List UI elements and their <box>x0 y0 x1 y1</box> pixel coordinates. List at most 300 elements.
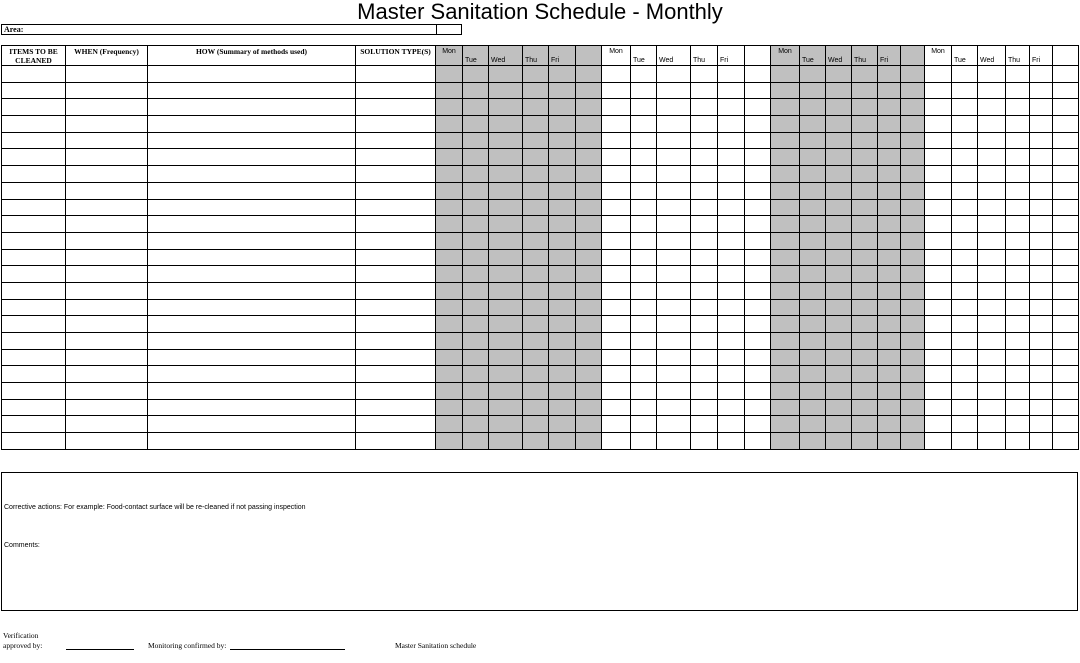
day-cell[interactable] <box>852 349 878 366</box>
day-cell[interactable] <box>745 216 771 233</box>
day-cell[interactable] <box>631 249 657 266</box>
day-cell[interactable] <box>1053 282 1079 299</box>
how-cell[interactable] <box>148 66 356 83</box>
day-cell[interactable] <box>925 149 952 166</box>
day-cell[interactable] <box>523 249 549 266</box>
day-cell[interactable] <box>549 349 576 366</box>
when-cell[interactable] <box>66 399 148 416</box>
day-cell[interactable] <box>771 349 800 366</box>
items-cell[interactable] <box>2 282 66 299</box>
day-cell[interactable] <box>952 249 978 266</box>
items-cell[interactable] <box>2 299 66 316</box>
day-cell[interactable] <box>657 66 691 83</box>
day-cell[interactable] <box>631 132 657 149</box>
day-cell[interactable] <box>826 132 852 149</box>
day-cell[interactable] <box>800 182 826 199</box>
how-cell[interactable] <box>148 333 356 350</box>
day-cell[interactable] <box>952 232 978 249</box>
day-cell[interactable] <box>925 132 952 149</box>
day-cell[interactable] <box>771 433 800 450</box>
day-cell[interactable] <box>718 299 745 316</box>
day-cell[interactable] <box>523 149 549 166</box>
day-cell[interactable] <box>852 399 878 416</box>
day-cell[interactable] <box>745 433 771 450</box>
day-cell[interactable] <box>576 132 602 149</box>
day-cell[interactable] <box>826 366 852 383</box>
day-cell[interactable] <box>602 82 631 99</box>
day-cell[interactable] <box>602 299 631 316</box>
day-cell[interactable] <box>463 399 489 416</box>
day-cell[interactable] <box>523 399 549 416</box>
day-cell[interactable] <box>826 399 852 416</box>
day-cell[interactable] <box>878 232 901 249</box>
day-cell[interactable] <box>852 132 878 149</box>
day-cell[interactable] <box>463 416 489 433</box>
day-cell[interactable] <box>745 116 771 133</box>
day-cell[interactable] <box>463 349 489 366</box>
day-cell[interactable] <box>576 82 602 99</box>
day-cell[interactable] <box>657 282 691 299</box>
items-cell[interactable] <box>2 333 66 350</box>
day-cell[interactable] <box>852 82 878 99</box>
area-field[interactable] <box>1 24 462 35</box>
day-cell[interactable] <box>576 433 602 450</box>
day-cell[interactable] <box>631 366 657 383</box>
day-cell[interactable] <box>800 132 826 149</box>
day-cell[interactable] <box>901 199 925 216</box>
day-cell[interactable] <box>771 116 800 133</box>
solution-cell[interactable] <box>356 132 436 149</box>
day-cell[interactable] <box>549 99 576 116</box>
day-cell[interactable] <box>576 349 602 366</box>
when-cell[interactable] <box>66 299 148 316</box>
solution-cell[interactable] <box>356 349 436 366</box>
day-cell[interactable] <box>631 82 657 99</box>
how-cell[interactable] <box>148 282 356 299</box>
day-cell[interactable] <box>1053 232 1079 249</box>
day-cell[interactable] <box>826 66 852 83</box>
day-cell[interactable] <box>1030 166 1053 183</box>
items-cell[interactable] <box>2 266 66 283</box>
day-cell[interactable] <box>576 282 602 299</box>
day-cell[interactable] <box>826 349 852 366</box>
day-cell[interactable] <box>718 66 745 83</box>
day-cell[interactable] <box>1030 216 1053 233</box>
day-cell[interactable] <box>436 199 463 216</box>
how-cell[interactable] <box>148 383 356 400</box>
day-cell[interactable] <box>549 299 576 316</box>
day-cell[interactable] <box>1053 249 1079 266</box>
day-cell[interactable] <box>523 266 549 283</box>
day-cell[interactable] <box>489 266 523 283</box>
day-cell[interactable] <box>549 166 576 183</box>
day-cell[interactable] <box>901 333 925 350</box>
day-cell[interactable] <box>978 216 1006 233</box>
day-cell[interactable] <box>952 182 978 199</box>
day-cell[interactable] <box>549 232 576 249</box>
day-cell[interactable] <box>925 416 952 433</box>
day-cell[interactable] <box>576 399 602 416</box>
day-cell[interactable] <box>826 266 852 283</box>
how-cell[interactable] <box>148 99 356 116</box>
day-cell[interactable] <box>1053 199 1079 216</box>
day-cell[interactable] <box>602 266 631 283</box>
day-cell[interactable] <box>925 182 952 199</box>
day-cell[interactable] <box>771 66 800 83</box>
how-cell[interactable] <box>148 433 356 450</box>
day-cell[interactable] <box>691 199 718 216</box>
day-cell[interactable] <box>852 316 878 333</box>
day-cell[interactable] <box>826 249 852 266</box>
day-cell[interactable] <box>1030 82 1053 99</box>
day-cell[interactable] <box>1030 282 1053 299</box>
day-cell[interactable] <box>691 249 718 266</box>
day-cell[interactable] <box>800 282 826 299</box>
solution-cell[interactable] <box>356 249 436 266</box>
day-cell[interactable] <box>602 249 631 266</box>
day-cell[interactable] <box>826 216 852 233</box>
solution-cell[interactable] <box>356 99 436 116</box>
day-cell[interactable] <box>602 149 631 166</box>
day-cell[interactable] <box>901 116 925 133</box>
day-cell[interactable] <box>925 349 952 366</box>
day-cell[interactable] <box>826 282 852 299</box>
day-cell[interactable] <box>978 316 1006 333</box>
day-cell[interactable] <box>1053 316 1079 333</box>
day-cell[interactable] <box>1006 99 1030 116</box>
day-cell[interactable] <box>878 383 901 400</box>
day-cell[interactable] <box>576 316 602 333</box>
day-cell[interactable] <box>691 282 718 299</box>
day-cell[interactable] <box>549 366 576 383</box>
day-cell[interactable] <box>1006 282 1030 299</box>
day-cell[interactable] <box>602 132 631 149</box>
day-cell[interactable] <box>631 232 657 249</box>
day-cell[interactable] <box>925 116 952 133</box>
day-cell[interactable] <box>1006 316 1030 333</box>
day-cell[interactable] <box>901 99 925 116</box>
day-cell[interactable] <box>978 433 1006 450</box>
day-cell[interactable] <box>1030 416 1053 433</box>
day-cell[interactable] <box>1030 199 1053 216</box>
day-cell[interactable] <box>745 399 771 416</box>
day-cell[interactable] <box>1053 366 1079 383</box>
day-cell[interactable] <box>1006 433 1030 450</box>
day-cell[interactable] <box>1030 316 1053 333</box>
day-cell[interactable] <box>771 282 800 299</box>
items-cell[interactable] <box>2 99 66 116</box>
day-cell[interactable] <box>523 333 549 350</box>
day-cell[interactable] <box>631 182 657 199</box>
day-cell[interactable] <box>852 333 878 350</box>
day-cell[interactable] <box>549 282 576 299</box>
day-cell[interactable] <box>978 232 1006 249</box>
day-cell[interactable] <box>952 199 978 216</box>
day-cell[interactable] <box>436 349 463 366</box>
notes-box[interactable] <box>1 472 1078 611</box>
day-cell[interactable] <box>745 282 771 299</box>
day-cell[interactable] <box>718 182 745 199</box>
day-cell[interactable] <box>978 182 1006 199</box>
day-cell[interactable] <box>852 166 878 183</box>
how-cell[interactable] <box>148 166 356 183</box>
day-cell[interactable] <box>549 249 576 266</box>
day-cell[interactable] <box>718 366 745 383</box>
solution-cell[interactable] <box>356 266 436 283</box>
when-cell[interactable] <box>66 316 148 333</box>
day-cell[interactable] <box>523 383 549 400</box>
day-cell[interactable] <box>1053 149 1079 166</box>
day-cell[interactable] <box>631 316 657 333</box>
day-cell[interactable] <box>878 266 901 283</box>
day-cell[interactable] <box>691 116 718 133</box>
when-cell[interactable] <box>66 166 148 183</box>
day-cell[interactable] <box>826 116 852 133</box>
day-cell[interactable] <box>602 232 631 249</box>
day-cell[interactable] <box>691 166 718 183</box>
day-cell[interactable] <box>925 232 952 249</box>
day-cell[interactable] <box>549 399 576 416</box>
day-cell[interactable] <box>489 66 523 83</box>
day-cell[interactable] <box>549 82 576 99</box>
day-cell[interactable] <box>523 132 549 149</box>
day-cell[interactable] <box>631 399 657 416</box>
day-cell[interactable] <box>602 399 631 416</box>
day-cell[interactable] <box>826 383 852 400</box>
day-cell[interactable] <box>925 299 952 316</box>
day-cell[interactable] <box>523 216 549 233</box>
day-cell[interactable] <box>602 182 631 199</box>
day-cell[interactable] <box>523 66 549 83</box>
day-cell[interactable] <box>718 282 745 299</box>
day-cell[interactable] <box>463 333 489 350</box>
day-cell[interactable] <box>800 349 826 366</box>
day-cell[interactable] <box>1006 266 1030 283</box>
day-cell[interactable] <box>718 149 745 166</box>
day-cell[interactable] <box>952 132 978 149</box>
day-cell[interactable] <box>1030 99 1053 116</box>
day-cell[interactable] <box>549 266 576 283</box>
when-cell[interactable] <box>66 182 148 199</box>
day-cell[interactable] <box>901 82 925 99</box>
day-cell[interactable] <box>657 149 691 166</box>
day-cell[interactable] <box>978 399 1006 416</box>
day-cell[interactable] <box>852 282 878 299</box>
day-cell[interactable] <box>657 232 691 249</box>
day-cell[interactable] <box>1030 182 1053 199</box>
day-cell[interactable] <box>691 149 718 166</box>
day-cell[interactable] <box>925 399 952 416</box>
day-cell[interactable] <box>878 216 901 233</box>
how-cell[interactable] <box>148 116 356 133</box>
day-cell[interactable] <box>901 282 925 299</box>
day-cell[interactable] <box>771 199 800 216</box>
day-cell[interactable] <box>771 99 800 116</box>
day-cell[interactable] <box>631 333 657 350</box>
day-cell[interactable] <box>602 433 631 450</box>
day-cell[interactable] <box>549 149 576 166</box>
day-cell[interactable] <box>549 116 576 133</box>
day-cell[interactable] <box>576 216 602 233</box>
day-cell[interactable] <box>978 383 1006 400</box>
day-cell[interactable] <box>576 333 602 350</box>
day-cell[interactable] <box>523 316 549 333</box>
day-cell[interactable] <box>901 299 925 316</box>
day-cell[interactable] <box>952 282 978 299</box>
day-cell[interactable] <box>1053 116 1079 133</box>
day-cell[interactable] <box>718 199 745 216</box>
day-cell[interactable] <box>436 433 463 450</box>
solution-cell[interactable] <box>356 433 436 450</box>
day-cell[interactable] <box>978 299 1006 316</box>
day-cell[interactable] <box>1053 416 1079 433</box>
day-cell[interactable] <box>691 132 718 149</box>
solution-cell[interactable] <box>356 66 436 83</box>
day-cell[interactable] <box>800 333 826 350</box>
day-cell[interactable] <box>549 216 576 233</box>
solution-cell[interactable] <box>356 416 436 433</box>
day-cell[interactable] <box>925 66 952 83</box>
day-cell[interactable] <box>463 99 489 116</box>
solution-cell[interactable] <box>356 116 436 133</box>
day-cell[interactable] <box>771 149 800 166</box>
day-cell[interactable] <box>463 316 489 333</box>
day-cell[interactable] <box>576 99 602 116</box>
day-cell[interactable] <box>657 366 691 383</box>
day-cell[interactable] <box>878 366 901 383</box>
day-cell[interactable] <box>549 383 576 400</box>
day-cell[interactable] <box>1053 182 1079 199</box>
day-cell[interactable] <box>878 249 901 266</box>
day-cell[interactable] <box>489 333 523 350</box>
day-cell[interactable] <box>952 333 978 350</box>
day-cell[interactable] <box>878 416 901 433</box>
day-cell[interactable] <box>436 66 463 83</box>
day-cell[interactable] <box>657 99 691 116</box>
day-cell[interactable] <box>878 82 901 99</box>
day-cell[interactable] <box>952 149 978 166</box>
day-cell[interactable] <box>718 166 745 183</box>
day-cell[interactable] <box>1053 132 1079 149</box>
day-cell[interactable] <box>489 299 523 316</box>
how-cell[interactable] <box>148 149 356 166</box>
day-cell[interactable] <box>1006 333 1030 350</box>
day-cell[interactable] <box>718 82 745 99</box>
day-cell[interactable] <box>978 266 1006 283</box>
how-cell[interactable] <box>148 316 356 333</box>
items-cell[interactable] <box>2 132 66 149</box>
day-cell[interactable] <box>925 366 952 383</box>
solution-cell[interactable] <box>356 366 436 383</box>
day-cell[interactable] <box>436 416 463 433</box>
day-cell[interactable] <box>718 249 745 266</box>
solution-cell[interactable] <box>356 216 436 233</box>
day-cell[interactable] <box>691 333 718 350</box>
day-cell[interactable] <box>745 99 771 116</box>
items-cell[interactable] <box>2 116 66 133</box>
day-cell[interactable] <box>901 249 925 266</box>
day-cell[interactable] <box>826 416 852 433</box>
day-cell[interactable] <box>771 216 800 233</box>
day-cell[interactable] <box>901 182 925 199</box>
day-cell[interactable] <box>657 132 691 149</box>
day-cell[interactable] <box>549 132 576 149</box>
day-cell[interactable] <box>436 132 463 149</box>
day-cell[interactable] <box>489 132 523 149</box>
day-cell[interactable] <box>631 416 657 433</box>
day-cell[interactable] <box>978 132 1006 149</box>
day-cell[interactable] <box>489 232 523 249</box>
day-cell[interactable] <box>745 132 771 149</box>
day-cell[interactable] <box>718 349 745 366</box>
day-cell[interactable] <box>771 299 800 316</box>
day-cell[interactable] <box>745 66 771 83</box>
day-cell[interactable] <box>657 433 691 450</box>
day-cell[interactable] <box>1030 349 1053 366</box>
day-cell[interactable] <box>978 249 1006 266</box>
day-cell[interactable] <box>463 232 489 249</box>
day-cell[interactable] <box>691 383 718 400</box>
day-cell[interactable] <box>602 116 631 133</box>
day-cell[interactable] <box>691 99 718 116</box>
day-cell[interactable] <box>523 99 549 116</box>
day-cell[interactable] <box>1006 149 1030 166</box>
day-cell[interactable] <box>978 333 1006 350</box>
day-cell[interactable] <box>523 282 549 299</box>
day-cell[interactable] <box>463 166 489 183</box>
day-cell[interactable] <box>436 333 463 350</box>
day-cell[interactable] <box>925 333 952 350</box>
day-cell[interactable] <box>576 149 602 166</box>
day-cell[interactable] <box>1006 416 1030 433</box>
day-cell[interactable] <box>436 99 463 116</box>
day-cell[interactable] <box>978 116 1006 133</box>
day-cell[interactable] <box>771 182 800 199</box>
day-cell[interactable] <box>771 316 800 333</box>
day-cell[interactable] <box>523 116 549 133</box>
day-cell[interactable] <box>852 66 878 83</box>
day-cell[interactable] <box>576 366 602 383</box>
day-cell[interactable] <box>826 299 852 316</box>
day-cell[interactable] <box>549 182 576 199</box>
day-cell[interactable] <box>878 166 901 183</box>
day-cell[interactable] <box>878 149 901 166</box>
day-cell[interactable] <box>901 416 925 433</box>
day-cell[interactable] <box>657 249 691 266</box>
day-cell[interactable] <box>826 99 852 116</box>
day-cell[interactable] <box>436 366 463 383</box>
day-cell[interactable] <box>631 199 657 216</box>
items-cell[interactable] <box>2 383 66 400</box>
day-cell[interactable] <box>800 116 826 133</box>
day-cell[interactable] <box>436 149 463 166</box>
day-cell[interactable] <box>1053 266 1079 283</box>
when-cell[interactable] <box>66 266 148 283</box>
day-cell[interactable] <box>826 166 852 183</box>
how-cell[interactable] <box>148 299 356 316</box>
day-cell[interactable] <box>718 383 745 400</box>
day-cell[interactable] <box>978 82 1006 99</box>
day-cell[interactable] <box>576 416 602 433</box>
day-cell[interactable] <box>978 166 1006 183</box>
day-cell[interactable] <box>631 166 657 183</box>
day-cell[interactable] <box>952 299 978 316</box>
day-cell[interactable] <box>878 316 901 333</box>
day-cell[interactable] <box>523 349 549 366</box>
day-cell[interactable] <box>745 249 771 266</box>
day-cell[interactable] <box>1030 366 1053 383</box>
day-cell[interactable] <box>1030 333 1053 350</box>
